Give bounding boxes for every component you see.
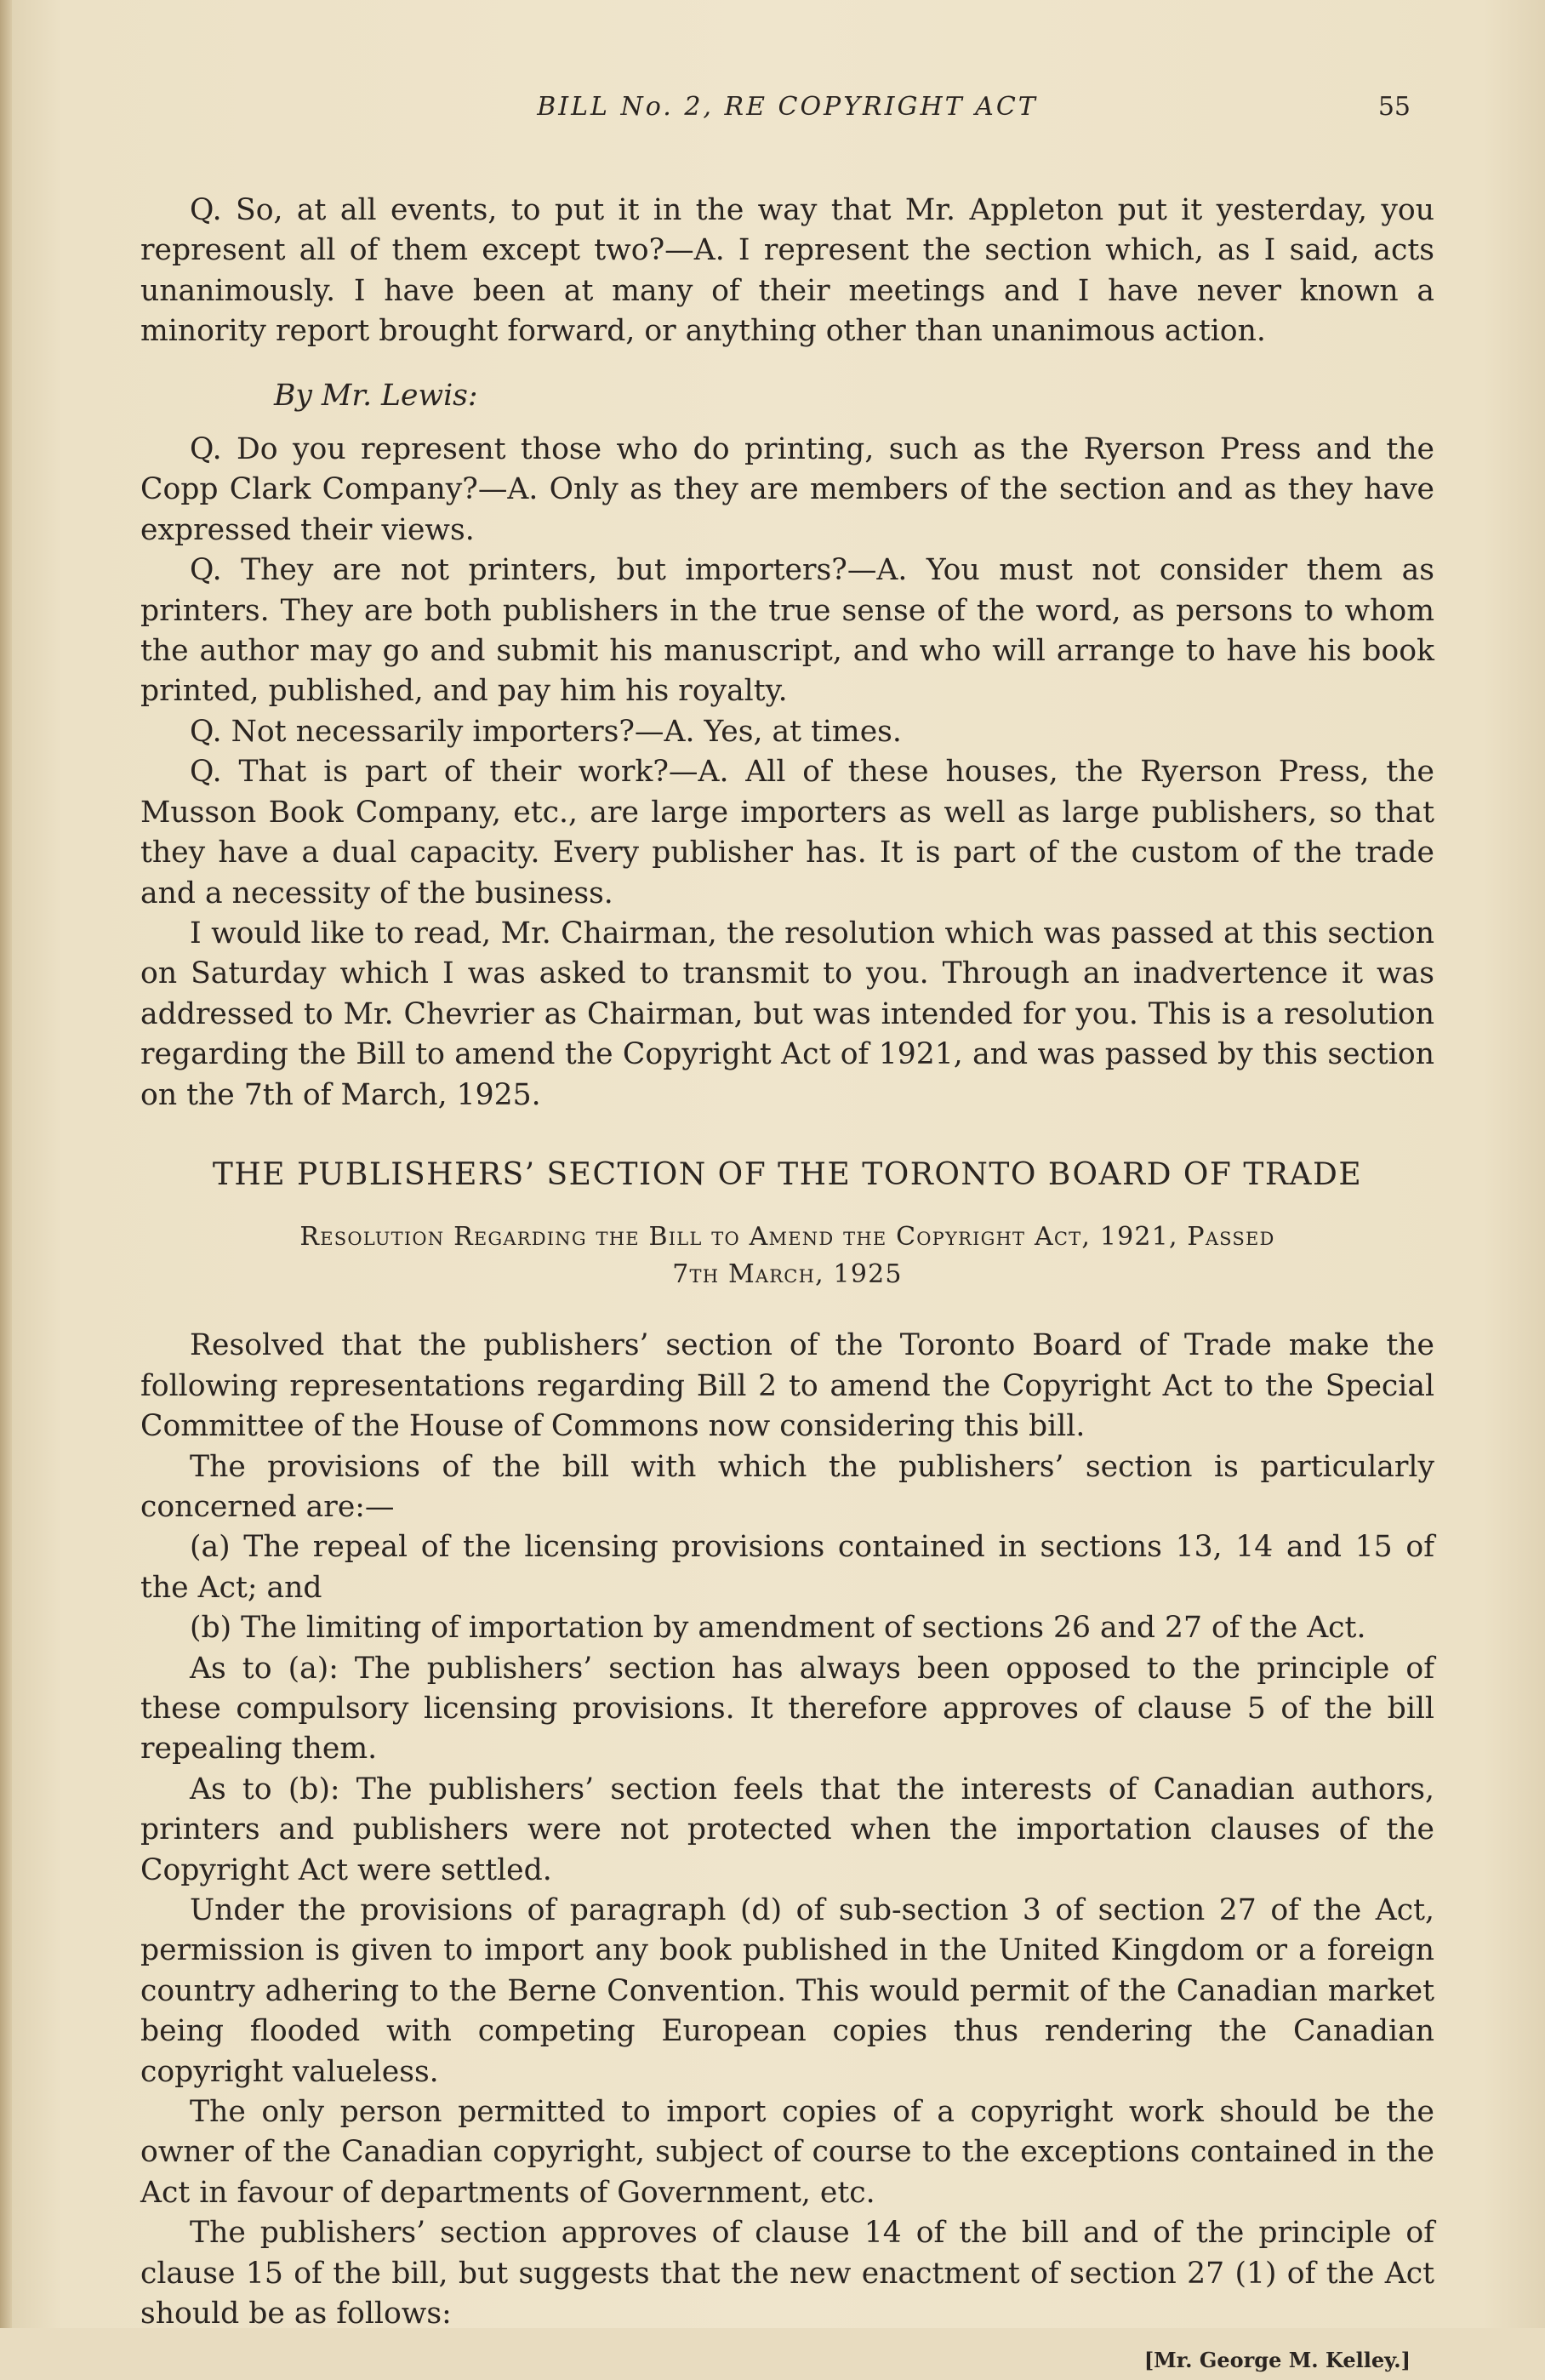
byline: By Mr. Lewis: [274,378,478,413]
resolution-paragraph: As to (b): The publishers’ section feels that the interests of Canadian authors, printers and publishers were not protected when the importation clauses of the Copyright Act were settled. [140,1772,1434,1887]
resolution-paragraph: The provisions of the bill with which the publishers’ section is particularly concerned are:— [140,1449,1434,1524]
speaker-attribution: [Mr. George M. Kelley.] [1143,2347,1411,2372]
resolution-paragraph: As to (a): The publishers’ section has always been opposed to the principle of these compulsory licensing provisions. It therefore approves of clause 5 of the bill repealing them. [140,1651,1434,1766]
body-text [140,191,1434,2380]
resolution-paragraph: (a) The repeal of the licensing provisions contained in sections 13, 14 and 15 of the Act; and [140,1530,1434,1605]
running-head: BILL No. 2, RE COPYRIGHT ACT [537,92,1038,122]
resolution-paragraph: The only person permitted to import copies of a copyright work should be the owner of the Canadian copyright, subject of course to the exceptions contained in the Act in favour of departments of Government, etc. [140,2095,1434,2210]
paragraph: Q. So, at all events, to put it in the way that Mr. Appleton put it yesterday, you represent all of them except two?—A. I represent the section which, as I said, acts unanimously. I have been at many of their meetings and I have never known a minority report brought forward, or anything other than unanimous action. [140,193,1434,349]
resolution-paragraph: The publishers’ section approves of clause 14 of the bill and of the principle of clause 15 of the bill, but suggests that the new enactment of section 27 (1) of the Act should be as follows: [140,2216,1434,2331]
paragraph: Q. Not necessarily importers?—A. Yes, at times. [190,714,902,749]
resolution-paragraph: Under the provisions of paragraph (d) of sub-section 3 of section 27 of the Act, permission is given to import any book published in the United Kingdom or a foreign country adhering to the Berne Convention. This would permit of the Canadian market being flooded with competing European copies thus rendering the Canadian copyright valueless. [140,1893,1434,2089]
resolution-heading [140,1219,1434,1293]
resolution-heading-line: Resolution Regarding the Bill to Amend the Copyright Act, 1921, Passed [299,1222,1275,1253]
resolution-heading-line: 7th March, 1925 [672,1259,903,1290]
page-number: 55 [1377,92,1411,122]
paragraph: I would like to read, Mr. Chairman, the resolution which was passed at this section on Saturday which I was asked to transmit to you. Through an inadvertence it was addressed to Mr. Chevrier as Chairman, but was intended for you. This is a resolution regarding the Bill to amend the Copyright Act of 1921, and was passed by this section on the 7th of March, 1925. [140,916,1434,1112]
paragraph: Q. That is part of their work?—A. All of these houses, the Ryerson Press, the Musson Book Company, etc., are large importers as well as large publishers, so that they have a dual capacity. Every publisher has. It is part of the custom of the trade and a necessity of the business. [140,755,1434,910]
paragraph: Q. They are not printers, but importers?—A. You must not consider them as printers. They are both publishers in the true sense of the word, as persons to whom the author may go and submit his manuscript, and who will arrange to have his book printed, published, and pay him his royalty. [140,553,1434,709]
paragraph: Q. Do you represent those who do printing, such as the Ryerson Press and the Copp Clark Company?—A. Only as they are members of the section and as they have expressed their views. [140,432,1434,547]
resolution-paragraph: (b) The limiting of importation by amendment of sections 26 and 27 of the Act. [190,1611,1366,1646]
section-title: THE PUBLISHERS’ SECTION OF THE TORONTO BOARD OF TRADE [212,1156,1363,1192]
page-binding-edge [0,0,12,2328]
page-header [140,92,1434,143]
resolution-paragraph: Resolved that the publishers’ section of the Toronto Board of Trade make the following representations regarding Bill 2 to amend the Copyright Act to the Special Committee of the House of Commons now considering this bill. [140,1328,1434,1444]
